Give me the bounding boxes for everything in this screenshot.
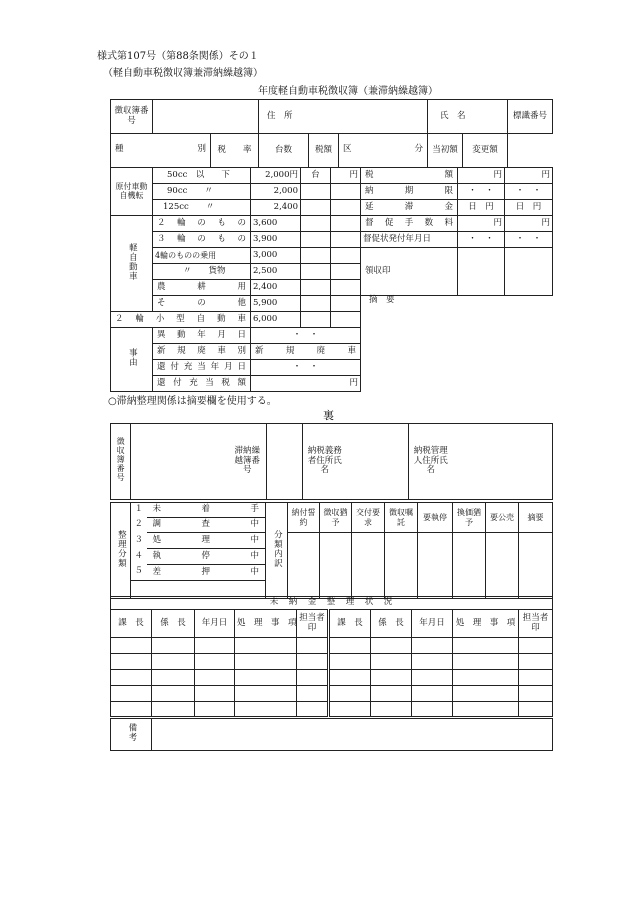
remarks-field[interactable] (152, 719, 553, 751)
right-row-label: 税 額 (361, 168, 458, 184)
col-count: 台数 (259, 134, 309, 168)
light-row-rate: 2,400 (251, 280, 301, 296)
status-row (111, 670, 553, 686)
col-kind: 種 (115, 144, 124, 154)
light-row-rate: 3,900 (251, 232, 301, 248)
right-row-change: ・ ・ (505, 232, 553, 248)
arrears-no-field[interactable] (267, 424, 303, 500)
right-row-initial: 円 (458, 168, 505, 184)
col-header: 要公売 (486, 503, 519, 533)
status-col: 処 理 事 項 (235, 610, 297, 638)
event-label: 還付充当年月日 (153, 360, 251, 376)
unit-dai: 台 (301, 168, 331, 184)
status-col: 係 長 (371, 610, 412, 638)
moped-row-rate: 2,400 (251, 200, 301, 216)
light-row-label: 〃 貨物 (153, 264, 251, 280)
moped-group: 原付車動自機転 (111, 168, 153, 216)
right-row-label: 延 滞 金 (361, 200, 458, 216)
col-rate: 税 率 (211, 134, 259, 168)
back-taxpayer: 納税義務者住所氏名 (303, 424, 347, 500)
note-text: ○滞納整理関係は摘要欄を使用する。 (108, 396, 277, 407)
moped-row-label: 125cc 〃 (153, 200, 251, 216)
back-remarks-table (110, 718, 553, 751)
summary-label: 摘 要 (369, 295, 395, 305)
light-row-rate: 3,000 (251, 248, 301, 264)
right-row-label: 納 期 限 (361, 184, 458, 200)
right-row-change: ・ ・ (505, 184, 553, 200)
event-value: ・ ・ (251, 360, 361, 376)
class-label: 調 査 中 (147, 518, 266, 533)
col-header: 交付要求 (352, 503, 385, 533)
class-group: 整理分類 (116, 529, 127, 568)
form-subtitle: （軽自動車税徴収簿兼滞納繰越簿） (103, 68, 263, 79)
moped-row-rate: 2,000円 (251, 168, 301, 184)
unit-yen: 円 (331, 168, 361, 184)
book-no-field[interactable] (153, 100, 259, 134)
back-title: 裏 (323, 409, 334, 422)
light-row-rate: 3,600 (251, 216, 301, 232)
form-number: 様式第107号（第88条関係）その１ (97, 51, 259, 62)
remarks-label: 備考 (126, 723, 137, 743)
event-value: 新 規 廃 車 (251, 344, 361, 360)
back-class-table (110, 502, 553, 599)
class-label: 執 停 中 (147, 549, 266, 565)
address-field[interactable] (370, 100, 428, 134)
moped-row-label: 50cc 以 下 (153, 168, 251, 184)
light-group: 軽自動車 (127, 242, 138, 281)
book-no-label: 徴収簿番 号 (111, 100, 153, 134)
moped-row-rate: 2,000 (251, 184, 301, 200)
light-row-label: 農 耕 用 (153, 280, 251, 296)
right-row-initial: 日 円 (458, 200, 505, 216)
col-change: 変更額 (463, 134, 508, 168)
col-amount: 税額 (309, 134, 339, 168)
col-header: 徴収猶予 (320, 503, 352, 533)
class-label: 未 着 手 (147, 503, 266, 518)
front-table (110, 99, 553, 168)
status-col: 課 長 (111, 610, 152, 638)
event-label: 還付充当税額 (153, 376, 251, 392)
book-no-field[interactable] (131, 424, 229, 500)
address-label: 住 所 (259, 100, 370, 134)
status-col: 係 長 (152, 610, 195, 638)
col-header: 換価猶予 (453, 503, 486, 533)
light-row-label: そ の 他 (153, 296, 251, 312)
right-row-initial: ・ ・ (458, 184, 505, 200)
status-row (111, 638, 553, 654)
status-col: 課 長 (329, 610, 371, 638)
class-no: ４ (134, 550, 143, 561)
light-row-label: ２輪のもの (153, 216, 251, 232)
status-col: 年月日 (195, 610, 235, 638)
class-no: １ (131, 503, 147, 518)
event-label: 異動年月日 (153, 328, 251, 344)
class-label: 差 押 中 (147, 565, 266, 581)
status-row (111, 686, 553, 702)
name-label: 氏 名 (428, 100, 508, 134)
status-title: 未 納 金 整 理 状 況 (111, 597, 553, 610)
col-bun: 分 (414, 144, 424, 154)
status-col: 処 理 事 項 (453, 610, 519, 638)
back-admin: 納税管理人住所氏名 (409, 424, 453, 500)
col-betsu: 別 (197, 144, 206, 154)
col-ku: 区 (343, 144, 352, 154)
class-no: ５ (131, 565, 147, 581)
receipt-stamp: 領収印 (361, 248, 458, 296)
right-row-change: 日 円 (505, 200, 553, 216)
col-header: 納付誓約 (288, 503, 320, 533)
col-header: 摘要 (519, 503, 553, 533)
admin-field[interactable] (453, 424, 553, 500)
right-row-change: 円 (505, 168, 553, 184)
right-row-change: 円 (505, 216, 553, 232)
back-arrears-no: 滞納繰越簿番号 (229, 424, 267, 500)
form-title: 年度軽自動車税徴収簿（兼滞納繰越簿） (258, 86, 438, 97)
col-initial: 当初額 (428, 134, 463, 168)
light-row-label: 4輪のものの乗用 (153, 248, 251, 264)
class-detail: 分類内訳 (272, 529, 283, 568)
status-row (111, 702, 553, 717)
small2-label: ２輪小型自動車 (111, 312, 251, 328)
status-col: 年月日 (412, 610, 453, 638)
front-body (110, 167, 553, 392)
status-row (111, 654, 553, 670)
right-row-initial: 円 (458, 216, 505, 232)
col-header: 要執停 (418, 503, 453, 533)
back-top-table (110, 423, 553, 500)
right-row-initial: ・ ・ (458, 232, 505, 248)
light-row-rate: 2,500 (251, 264, 301, 280)
event-value: ・ ・ (251, 328, 361, 344)
light-row-rate: 5,900 (251, 296, 301, 312)
event-value: 円 (251, 376, 361, 392)
back-status-table (110, 596, 553, 717)
back-book-no: 徴収簿番号 (116, 437, 126, 483)
col-header: 徴収嘱託 (385, 503, 418, 533)
right-row-label: 督促状発付年月日 (361, 232, 458, 248)
class-no: ２ (134, 519, 143, 530)
event-group: 事由 (127, 348, 138, 368)
status-col: 担当者印 (519, 610, 553, 638)
small2-rate: 6,000 (251, 312, 301, 328)
id-no-label: 標識番号 (508, 100, 553, 134)
moped-row-label: 90cc 〃 (153, 184, 251, 200)
status-col: 担当者印 (297, 610, 329, 638)
event-label: 新規廃車別 (153, 344, 251, 360)
taxpayer-field[interactable] (347, 424, 409, 500)
right-row-label: 督 促 手 数 料 (361, 216, 458, 232)
class-label: 処 理 中 (147, 533, 266, 549)
light-row-label: ３輪のもの (153, 232, 251, 248)
class-no: ３ (134, 534, 143, 545)
